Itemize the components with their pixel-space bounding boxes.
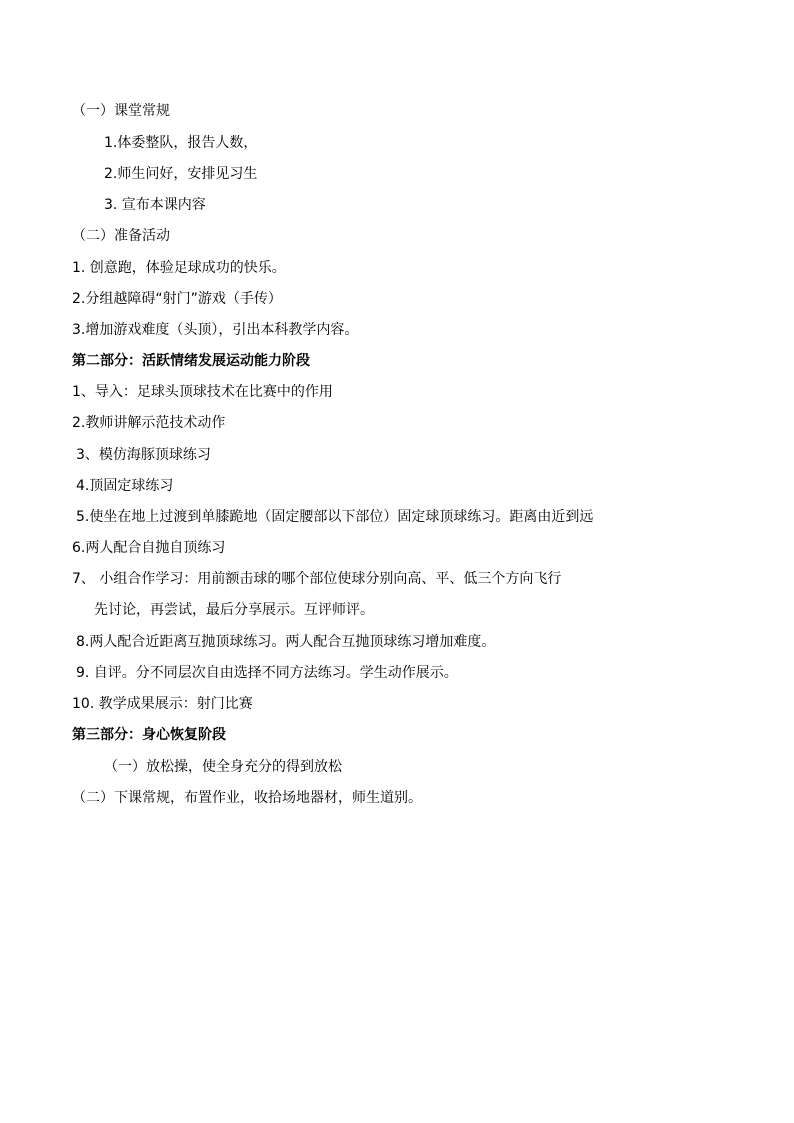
subsection-heading-cooldown: （一）放松操，使全身充分的得到放松: [104, 759, 342, 775]
list-item: 3、模仿海豚顶球练习: [76, 447, 211, 463]
subsection-heading-class-routine: （一）课堂常规: [72, 103, 170, 119]
list-item: 1.体委整队，报告人数，: [104, 135, 258, 151]
list-item: 1、导入：足球头顶球技术在比赛中的作用: [72, 384, 333, 400]
list-item: 9. 自评。分不同层次自由选择不同方法练习。学生动作展示。: [76, 665, 458, 681]
list-item: 3. 宣布本课内容: [104, 197, 206, 213]
list-item: 4.顶固定球练习: [76, 478, 174, 494]
subsection-heading-dismissal: （二）下课常规，布置作业，收拾场地器材，师生道别。: [72, 790, 422, 806]
list-item: 1. 创意跑，体验足球成功的快乐。: [72, 260, 286, 276]
list-item: 3.增加游戏难度（头顶），引出本科教学内容。: [72, 322, 359, 338]
list-item: 8.两人配合近距离互抛顶球练习。两人配合互抛顶球练习增加难度。: [76, 634, 496, 650]
list-item: 2.师生问好，安排见习生: [104, 166, 258, 182]
list-item: 2.教师讲解示范技术动作: [72, 415, 226, 431]
list-item: 2.分组越障碍“射门”游戏（手传）: [72, 291, 282, 307]
section-heading-part-three: 第三部分：身心恢复阶段: [72, 727, 226, 743]
list-item: 6.两人配合自抛自顶练习: [72, 540, 226, 556]
list-item: 10. 教学成果展示：射门比赛: [72, 696, 253, 712]
list-item: 7、 小组合作学习：用前额击球的哪个部位使球分别向高、平、低三个方向飞行: [72, 571, 562, 587]
list-item-continuation: 先讨论，再尝试，最后分享展示。互评师评。: [94, 602, 374, 618]
list-item: 5.使坐在地上过渡到单膝跪地（固定腰部以下部位）固定球顶球练习。距离由近到远: [76, 509, 594, 525]
section-heading-part-two: 第二部分：活跃情绪发展运动能力阶段: [72, 353, 310, 369]
subsection-heading-warmup: （二）准备活动: [72, 228, 170, 244]
